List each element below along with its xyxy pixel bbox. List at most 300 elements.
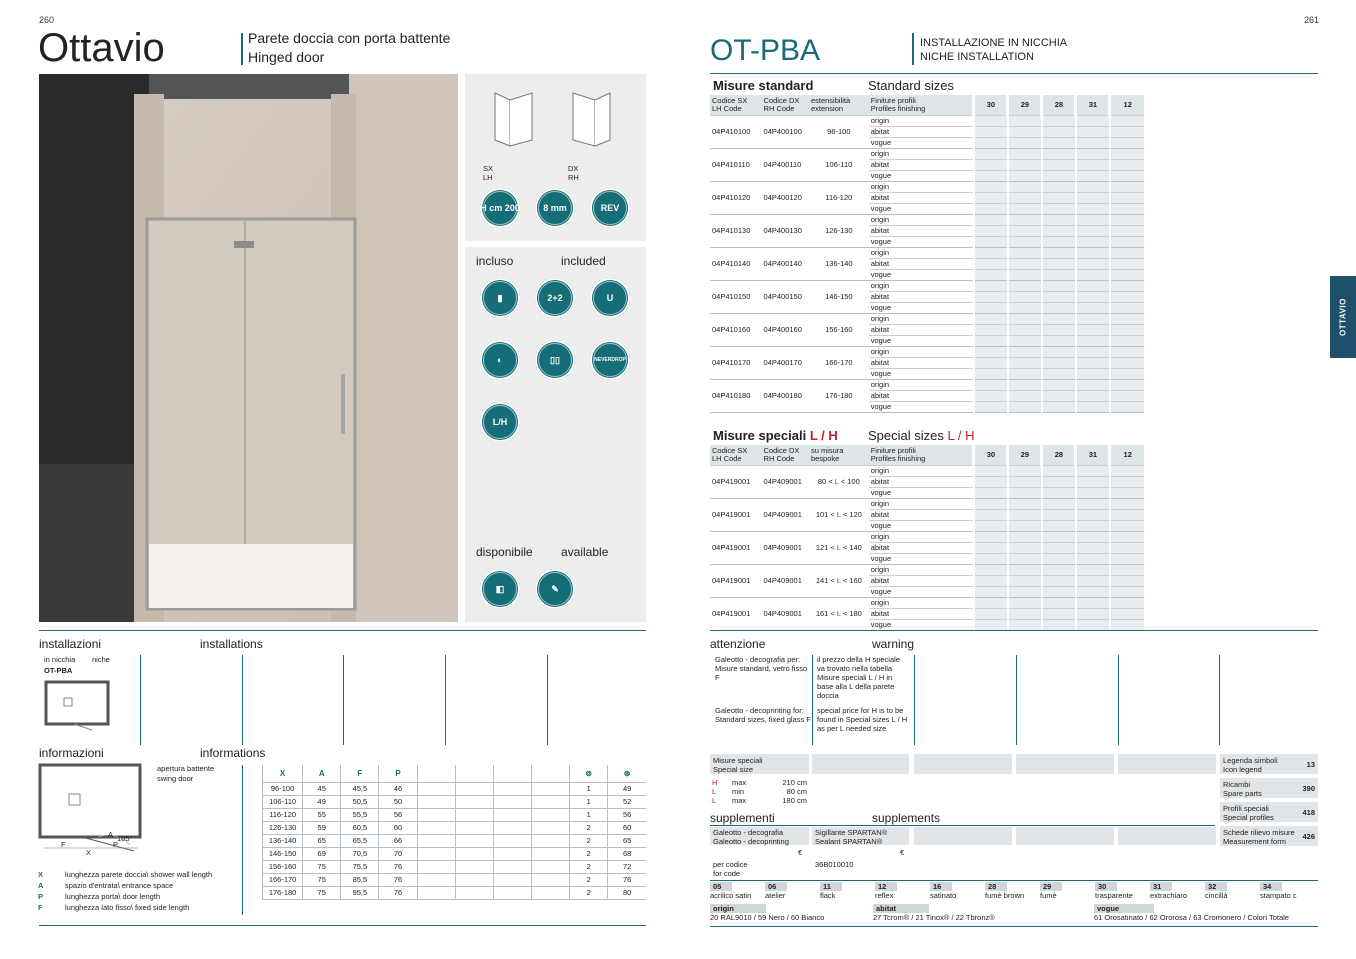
price-cell <box>974 564 1008 575</box>
left-bottom-rule <box>39 925 646 926</box>
supp-1-box: Galeotto - decografia Galeotto - decoprinting <box>710 827 809 845</box>
info-cell: 70 <box>379 847 417 860</box>
ref-item: Schede rilievo misure Measurement form 426 <box>1220 826 1318 846</box>
price-cell <box>1110 520 1144 531</box>
finish-label: origin <box>869 280 974 291</box>
price-cell <box>1008 236 1042 247</box>
info-cell <box>493 886 531 899</box>
price-cell <box>1110 225 1144 236</box>
price-cell <box>1110 357 1144 368</box>
price-cell <box>1042 379 1076 390</box>
info-cell: 76 <box>379 873 417 886</box>
price-cell <box>1110 280 1144 291</box>
per-code-it: per codice <box>713 860 748 869</box>
door-panel-icon: ▯▯ <box>535 340 575 380</box>
info-cell: 56 <box>608 808 646 821</box>
finish-label: origin <box>869 379 974 390</box>
price-cell <box>1110 379 1144 390</box>
price-cell <box>1110 498 1144 509</box>
price-cell <box>1076 170 1110 181</box>
price-cell <box>1110 159 1144 170</box>
price-cell <box>1008 324 1042 335</box>
info-cell: 95,5 <box>341 886 379 899</box>
info-cell: 85,5 <box>341 873 379 886</box>
size-cell: 166-170 <box>809 346 869 379</box>
glass-col-12: 12 <box>1110 445 1144 465</box>
price-cell <box>974 258 1008 269</box>
legend-x: X lunghezza parete doccia\ shower wall length <box>38 870 213 879</box>
price-cell <box>1110 476 1144 487</box>
size-cell: 04P419001 <box>710 465 762 498</box>
warn-sep-3 <box>1016 655 1017 745</box>
finish-label: origin <box>869 465 974 476</box>
price-cell <box>1042 137 1076 148</box>
price-cell <box>1008 401 1042 412</box>
info-cell: 49 <box>608 782 646 795</box>
info-cell <box>455 860 493 873</box>
water-seal-icon: ◐ <box>480 340 520 380</box>
price-cell <box>1042 564 1076 575</box>
price-cell <box>974 401 1008 412</box>
price-cell <box>1042 291 1076 302</box>
size-cell: 156-160 <box>809 313 869 346</box>
model-code: OT-PBA <box>710 34 821 67</box>
finish-label: abitat <box>869 608 974 619</box>
price-cell <box>1110 564 1144 575</box>
spec-title-en: Special sizes L / H <box>868 428 975 443</box>
finish-label: origin <box>869 148 974 159</box>
finish-label: vogue <box>869 335 974 346</box>
finish-label: origin <box>869 181 974 192</box>
bespoke-range: 161 < L < 180 <box>809 597 869 630</box>
size-row <box>710 465 1144 476</box>
product-title: Ottavio <box>38 26 165 70</box>
header-cell: Finiture profili Profiles finishing <box>869 95 974 115</box>
finish-label: origin <box>869 247 974 258</box>
price-cell <box>1008 379 1042 390</box>
finish-label: vogue <box>869 236 974 247</box>
info-cell <box>493 808 531 821</box>
info-cell: 146-150 <box>263 847 303 860</box>
info-cell <box>417 834 455 847</box>
info-cell: 56 <box>379 808 417 821</box>
info-cell: 1 <box>570 808 608 821</box>
price-cell <box>1008 335 1042 346</box>
info-cell: 1 <box>570 782 608 795</box>
size-cell: 04P400150 <box>762 280 809 313</box>
finish-label: abitat <box>869 357 974 368</box>
info-cell: 68 <box>608 847 646 860</box>
size-row <box>710 597 1144 608</box>
info-cell <box>532 886 570 899</box>
price-cell <box>1042 181 1076 192</box>
hinges-2-2-icon: 2+2 <box>535 278 575 318</box>
price-cell <box>1110 324 1144 335</box>
price-cell <box>1008 247 1042 258</box>
title-divider <box>241 33 243 65</box>
info-cell: 75 <box>303 860 341 873</box>
price-cell <box>1110 313 1144 324</box>
finish-label: origin <box>869 531 974 542</box>
installations-title-en: installations <box>200 637 263 651</box>
price-cell <box>974 203 1008 214</box>
info-cell: 60 <box>379 821 417 834</box>
size-cell: 04P419001 <box>710 498 762 531</box>
price-cell <box>1042 390 1076 401</box>
info-cell <box>455 873 493 886</box>
profile-finishes <box>710 904 1318 928</box>
price-cell <box>1076 401 1110 412</box>
finish-label: vogue <box>869 203 974 214</box>
size-cell: 04P409001 <box>762 465 809 498</box>
info-cell <box>493 847 531 860</box>
price-cell <box>974 531 1008 542</box>
info-cell: 156-160 <box>263 860 303 873</box>
available-label-it: disponibile <box>476 545 533 559</box>
price-cell <box>1110 346 1144 357</box>
warn-1b: il prezzo della H speciale va trovato nella tabella Misure speciali L / H in base alla L della parete doccia <box>817 655 900 700</box>
info-cell: 69 <box>303 847 341 860</box>
price-cell <box>1076 575 1110 586</box>
price-cell <box>1042 401 1076 412</box>
finish-label: origin <box>869 214 974 225</box>
bespoke-range: 121 < L < 140 <box>809 531 869 564</box>
finish-label: vogue <box>869 487 974 498</box>
info-cell: 70,5 <box>341 847 379 860</box>
header-cell: Codice SX LH Code <box>710 95 762 115</box>
price-cell <box>1042 313 1076 324</box>
info-cell: 50,5 <box>341 795 379 808</box>
price-cell <box>1008 137 1042 148</box>
size-cell: 04P410110 <box>710 148 762 181</box>
price-cell <box>974 115 1008 126</box>
supplements-title-it: supplementi <box>710 811 775 825</box>
price-cell <box>1076 225 1110 236</box>
opening-en: swing door <box>157 774 194 783</box>
price-cell <box>1042 247 1076 258</box>
size-cell: 04P410160 <box>710 313 762 346</box>
price-cell <box>1076 619 1110 630</box>
price-cell <box>974 302 1008 313</box>
price-cell <box>1042 553 1076 564</box>
price-cell <box>1110 542 1144 553</box>
size-cell: 04P410140 <box>710 247 762 280</box>
info-cell: 66 <box>379 834 417 847</box>
niche-install-diagram <box>44 680 110 732</box>
gray-box-1 <box>812 754 909 774</box>
info-cell <box>417 808 455 821</box>
info-cell: 65 <box>303 834 341 847</box>
ref-item: Legenda simboli Icon legend 13 <box>1220 754 1318 774</box>
size-cell: 04P410170 <box>710 346 762 379</box>
price-cell <box>974 137 1008 148</box>
info-cell <box>417 795 455 808</box>
price-cell <box>1008 608 1042 619</box>
included-label-it: incluso <box>476 254 514 268</box>
price-cell <box>1042 192 1076 203</box>
size-cell: 136-140 <box>809 247 869 280</box>
price-cell <box>1110 269 1144 280</box>
price-cell <box>1008 597 1042 608</box>
price-cell <box>1076 531 1110 542</box>
price-cell <box>1076 368 1110 379</box>
info-row <box>263 782 647 795</box>
header-cell: Codice SX LH Code <box>710 445 762 465</box>
price-cell <box>1076 357 1110 368</box>
price-cell <box>1008 181 1042 192</box>
decor-icon: ◧ <box>480 569 520 609</box>
glass-col-28: 28 <box>1042 445 1076 465</box>
size-cell: 04P400170 <box>762 346 809 379</box>
legend-f: F lunghezza lato fisso\ fixed side length <box>38 903 190 912</box>
price-cell <box>1076 335 1110 346</box>
info-cell <box>455 847 493 860</box>
euro-2: € <box>900 848 905 857</box>
price-cell <box>1042 487 1076 498</box>
price-cell <box>1076 302 1110 313</box>
price-cell <box>1042 575 1076 586</box>
size-row <box>710 346 1144 357</box>
price-cell <box>974 335 1008 346</box>
product-photo <box>39 74 458 622</box>
install-col-sep-5 <box>547 655 548 745</box>
install-col-sep-1 <box>140 655 141 745</box>
info-col-f: F <box>341 765 379 782</box>
price-cell <box>1008 575 1042 586</box>
size-cell: 04P400180 <box>762 379 809 412</box>
info-cell <box>493 834 531 847</box>
price-cell <box>1042 148 1076 159</box>
info-cell <box>417 860 455 873</box>
price-cell <box>1076 608 1110 619</box>
shower-illustration <box>39 74 458 622</box>
price-cell <box>1110 553 1144 564</box>
info-cell: 75,5 <box>341 860 379 873</box>
price-cell <box>974 225 1008 236</box>
price-cell <box>1076 313 1110 324</box>
size-cell: 126-130 <box>809 214 869 247</box>
height-200-icon: H cm 200 <box>480 188 520 228</box>
subtitle-it: Parete doccia con porta battente <box>248 30 451 46</box>
info-cell <box>532 782 570 795</box>
finish-label: vogue <box>869 586 974 597</box>
price-cell <box>1042 608 1076 619</box>
price-cell <box>1110 247 1144 258</box>
price-cell <box>1042 357 1076 368</box>
size-row <box>710 379 1144 390</box>
price-cell <box>1008 368 1042 379</box>
price-cell <box>1076 597 1110 608</box>
price-cell <box>1042 302 1076 313</box>
price-cell <box>1042 619 1076 630</box>
price-cell <box>1110 192 1144 203</box>
price-cell <box>1076 126 1110 137</box>
price-cell <box>1008 302 1042 313</box>
finish-label: vogue <box>869 170 974 181</box>
page-number-left: 260 <box>39 15 55 25</box>
glass-col-30: 30 <box>974 445 1008 465</box>
price-cell <box>1042 368 1076 379</box>
price-cell <box>1110 148 1144 159</box>
price-cell <box>1008 148 1042 159</box>
price-cell <box>974 390 1008 401</box>
price-cell <box>974 148 1008 159</box>
finish-label: origin <box>869 115 974 126</box>
glass-type: 32 cincillà <box>1205 882 1228 900</box>
size-cell: 04P419001 <box>710 531 762 564</box>
size-row <box>710 115 1144 126</box>
size-cell: 04P410150 <box>710 280 762 313</box>
handle-icon: ▮ <box>480 278 520 318</box>
price-cell <box>1042 115 1076 126</box>
price-cell <box>974 269 1008 280</box>
price-cell <box>1008 203 1042 214</box>
price-cell <box>1076 346 1110 357</box>
std-table <box>710 95 1144 413</box>
price-cell <box>1008 258 1042 269</box>
price-cell <box>974 126 1008 137</box>
info-cell: 75 <box>303 873 341 886</box>
profile-finish: abitat 27 Tcrom® / 21 Tinox® / 22 Tbronz® <box>873 904 995 922</box>
size-cell: 04P419001 <box>710 597 762 630</box>
size-cell: 04P419001 <box>710 564 762 597</box>
price-cell <box>1042 597 1076 608</box>
informations-title-en: informations <box>200 746 266 760</box>
price-cell <box>1042 324 1076 335</box>
sx-label: SX <box>483 164 494 173</box>
header-cell: su misura bespoke <box>809 445 869 465</box>
price-cell <box>1008 487 1042 498</box>
glass-type: 05 acrilico satin <box>710 882 752 900</box>
size-cell: 04P409001 <box>762 597 809 630</box>
opening-it: apertura battente <box>157 764 215 773</box>
info-col-p: P <box>379 765 417 782</box>
install-type-en: NICHE INSTALLATION <box>920 51 1034 63</box>
glass-type: 12 reflex <box>875 882 929 900</box>
u-profile-icon: U <box>590 278 630 318</box>
price-cell <box>1110 619 1144 630</box>
finish-label: vogue <box>869 302 974 313</box>
info-cell: 65,5 <box>341 834 379 847</box>
install-col-sep-4 <box>445 655 446 745</box>
info-sep <box>242 765 243 915</box>
finish-label: abitat <box>869 575 974 586</box>
price-cell <box>1008 192 1042 203</box>
diagram-a: A <box>108 830 114 839</box>
lh-adjust-icon: L/H <box>480 402 520 442</box>
info-row <box>263 821 647 834</box>
info-row <box>263 873 647 886</box>
finish-label: vogue <box>869 520 974 531</box>
finish-label: origin <box>869 498 974 509</box>
subtitle-en: Hinged door <box>248 49 325 65</box>
info-col-weight-icon: ⊛ <box>608 765 646 782</box>
size-cell: 116-120 <box>809 181 869 214</box>
info-cell <box>417 886 455 899</box>
glass-col-30: 30 <box>974 95 1008 115</box>
warning-rule <box>710 630 1318 631</box>
price-cell <box>1110 181 1144 192</box>
reversible-icon: REV <box>590 188 630 228</box>
price-cell <box>974 586 1008 597</box>
price-cell <box>1042 236 1076 247</box>
price-cell <box>1042 586 1076 597</box>
size-cell: 04P400110 <box>762 148 809 181</box>
info-cell: 72 <box>608 860 646 873</box>
warn-2a: Galeotto - decoprinting for: Standard sizes, fixed glass F <box>715 706 811 724</box>
price-cell <box>1110 390 1144 401</box>
info-cell <box>455 886 493 899</box>
price-cell <box>974 346 1008 357</box>
info-cell: 2 <box>570 847 608 860</box>
price-cell <box>974 280 1008 291</box>
finish-label: abitat <box>869 126 974 137</box>
price-cell <box>974 465 1008 476</box>
price-cell <box>1008 542 1042 553</box>
info-cell: 45 <box>303 782 341 795</box>
price-cell <box>1008 357 1042 368</box>
price-cell <box>1008 346 1042 357</box>
price-cell <box>1042 542 1076 553</box>
size-cell: 04P400120 <box>762 181 809 214</box>
per-code-en: for code <box>713 869 741 878</box>
price-cell <box>1008 115 1042 126</box>
price-cell <box>974 520 1008 531</box>
warn-2b: special price for H is to be found in Special sizes L / H as per L needed size <box>817 706 908 733</box>
price-cell <box>1110 236 1144 247</box>
price-cell <box>1110 368 1144 379</box>
header-cell: estensibilità extension <box>809 95 869 115</box>
installations-rule <box>39 630 646 631</box>
price-cell <box>1076 247 1110 258</box>
price-cell <box>1110 597 1144 608</box>
price-cell <box>974 247 1008 258</box>
price-cell <box>1042 346 1076 357</box>
price-cell <box>1110 258 1144 269</box>
finish-label: vogue <box>869 137 974 148</box>
gray-box-4 <box>1118 754 1216 774</box>
diagram-angle: 105° <box>117 834 133 843</box>
rh-shower-icon <box>570 88 615 148</box>
price-cell <box>1008 313 1042 324</box>
price-cell <box>1042 509 1076 520</box>
price-cell <box>1110 575 1144 586</box>
info-cell: 176-180 <box>263 886 303 899</box>
size-row <box>710 148 1144 159</box>
price-cell <box>1042 335 1076 346</box>
price-cell <box>1076 214 1110 225</box>
price-cell <box>1042 159 1076 170</box>
size-row <box>710 247 1144 258</box>
price-cell <box>1110 203 1144 214</box>
special-size-box: Misure speciali Special size <box>710 754 809 774</box>
glass-type: 06 atelier <box>765 882 786 900</box>
info-cell <box>455 782 493 795</box>
info-cell: 2 <box>570 860 608 873</box>
price-cell <box>1076 476 1110 487</box>
legend-a: A spazio d'entrata\ entrance space <box>38 881 174 890</box>
price-cell <box>1042 280 1076 291</box>
size-limits: H max 210 cm L min 80 cm L max 180 cm <box>712 778 807 805</box>
size-row <box>710 313 1144 324</box>
info-row <box>263 847 647 860</box>
price-cell <box>974 181 1008 192</box>
size-cell: 04P409001 <box>762 564 809 597</box>
price-cell <box>974 498 1008 509</box>
price-cell <box>974 236 1008 247</box>
finish-label: abitat <box>869 390 974 401</box>
informations-title-it: informazioni <box>39 746 104 760</box>
